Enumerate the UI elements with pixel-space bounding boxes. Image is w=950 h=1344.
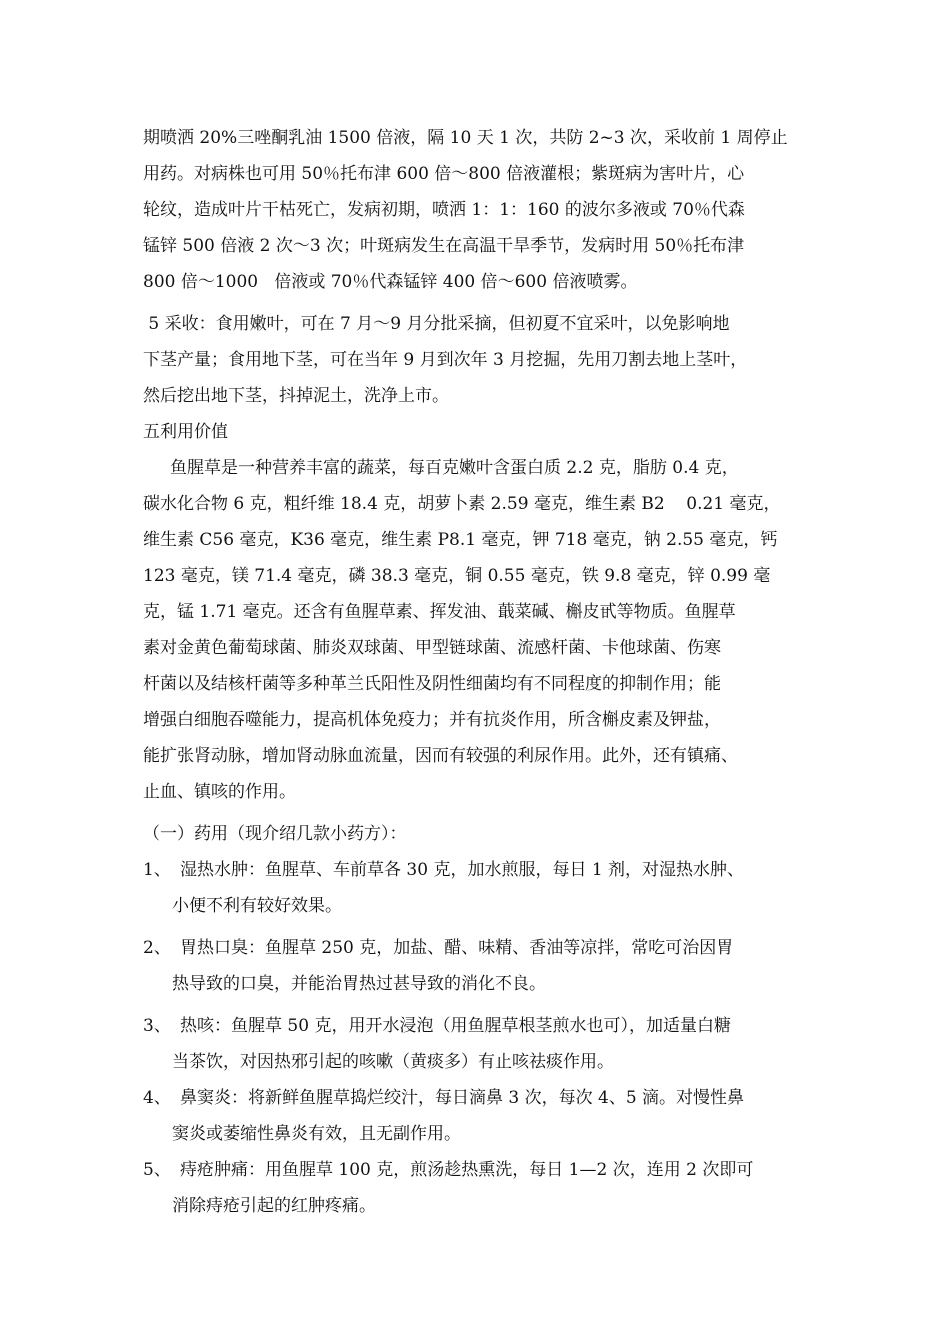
list-item-text: 小便不利有较好效果。 xyxy=(172,896,342,916)
list-item-text: 当茶饮，对因热邪引起的咳嗽（黄痰多）有止咳祛痰作用。 xyxy=(172,1052,614,1072)
list-item-number: 5、 xyxy=(143,1160,171,1180)
text-line: 5 采收：食用嫩叶，可在 7 月～9 月分批采摘，但初夏不宜采叶，以免影响地 xyxy=(143,314,730,334)
text-line: 止血、镇咳的作用。 xyxy=(143,782,296,802)
list-item-number: 3、 xyxy=(143,1016,171,1036)
text-line: 素对金黄色葡萄球菌、肺炎双球菌、甲型链球菌、流感杆菌、卡他球菌、伤寒 xyxy=(143,638,721,658)
text-line: 下茎产量；食用地下茎，可在当年 9 月到次年 3 月挖掘，先用刀割去地上茎叶， xyxy=(143,350,748,370)
list-item-number: 1、 xyxy=(143,860,171,880)
text-line: 期喷洒 20%三唑酮乳油 1500 倍液，隔 10 天 1 次，共防 2~3 次，采收前 1 周停止 xyxy=(143,128,788,148)
text-line: 克，锰 1.71 毫克。还含有鱼腥草素、挥发油、蕺菜碱、槲皮甙等物质。鱼腥草 xyxy=(143,602,736,622)
text-line: 123 毫克，镁 71.4 毫克，磷 38.3 毫克，铜 0.55 毫克，铁 9.8 毫克，锌 0.99 毫 xyxy=(143,566,771,586)
text-line: 鱼腥草是一种营养丰富的蔬菜，每百克嫩叶含蛋白质 2.2 克，脂肪 0.4 克， xyxy=(143,458,739,478)
list-item-text: 热咳：鱼腥草 50 克，用开水浸泡（用鱼腥草根茎煎水也可），加适量白糖 xyxy=(180,1016,731,1036)
text-line: 然后挖出地下茎，抖掉泥土，洗净上市。 xyxy=(143,386,449,406)
list-item-text: 胃热口臭：鱼腥草 250 克，加盐、醋、味精、香油等凉拌，常吃可治因胃 xyxy=(180,938,734,958)
section-heading: 五利用价值 xyxy=(143,422,228,442)
list-item-text: 热导致的口臭，并能治胃热过甚导致的消化不良。 xyxy=(172,974,546,994)
list-item-number: 4、 xyxy=(143,1088,171,1108)
list-item-number: 2、 xyxy=(143,938,171,958)
text-line: 锰锌 500 倍液 2 次～3 次；叶斑病发生在高温干旱季节，发病时用 50％托布津 xyxy=(143,236,745,256)
text-line: 增强白细胞吞噬能力，提高机体免疫力；并有抗炎作用，所含槲皮素及钾盐， xyxy=(143,710,721,730)
list-item-text: 痔疮肿痛：用鱼腥草 100 克，煎汤趁热熏洗，每日 1—2 次，连用 2 次即可 xyxy=(180,1160,754,1180)
text-line: 碳水化合物 6 克，粗纤维 18.4 克，胡萝卜素 2.59 毫克，维生素 B2 0.21 毫克， xyxy=(143,494,781,514)
text-line: 800 倍～1000 倍液或 70％代森锰锌 400 倍～600 倍液喷雾。 xyxy=(143,272,638,292)
list-item-text: 窦炎或萎缩性鼻炎有效，且无副作用。 xyxy=(172,1124,461,1144)
text-line: 用药。对病株也可用 50％托布津 600 倍～800 倍液灌根；紫斑病为害叶片，心 xyxy=(143,164,745,184)
list-item-text: 鼻窦炎：将新鲜鱼腥草捣烂绞汁，每日滴鼻 3 次，每次 4、5 滴。对慢性鼻 xyxy=(180,1088,745,1108)
list-item-text: 湿热水肿：鱼腥草、车前草各 30 克，加水煎服，每日 1 剂，对湿热水肿、 xyxy=(180,860,745,880)
text-line: 轮纹，造成叶片干枯死亡，发病初期，喷洒 1：1：160 的波尔多液或 70％代森 xyxy=(143,200,745,220)
text-line: 杆菌以及结核杆菌等多种革兰氏阳性及阴性细菌均有不同程度的抑制作用；能 xyxy=(143,674,721,694)
text-line: 能扩张肾动脉，增加肾动脉血流量，因而有较强的利尿作用。此外，还有镇痛、 xyxy=(143,746,738,766)
text-line: 维生素 C56 毫克，K36 毫克，维生素 P8.1 毫克，钾 718 毫克，钠 2.55 毫克，钙 xyxy=(143,530,778,550)
list-item-text: 消除痔疮引起的红肿疼痛。 xyxy=(172,1196,376,1216)
subsection-heading: （一）药用（现介绍几款小药方）： xyxy=(143,824,407,844)
